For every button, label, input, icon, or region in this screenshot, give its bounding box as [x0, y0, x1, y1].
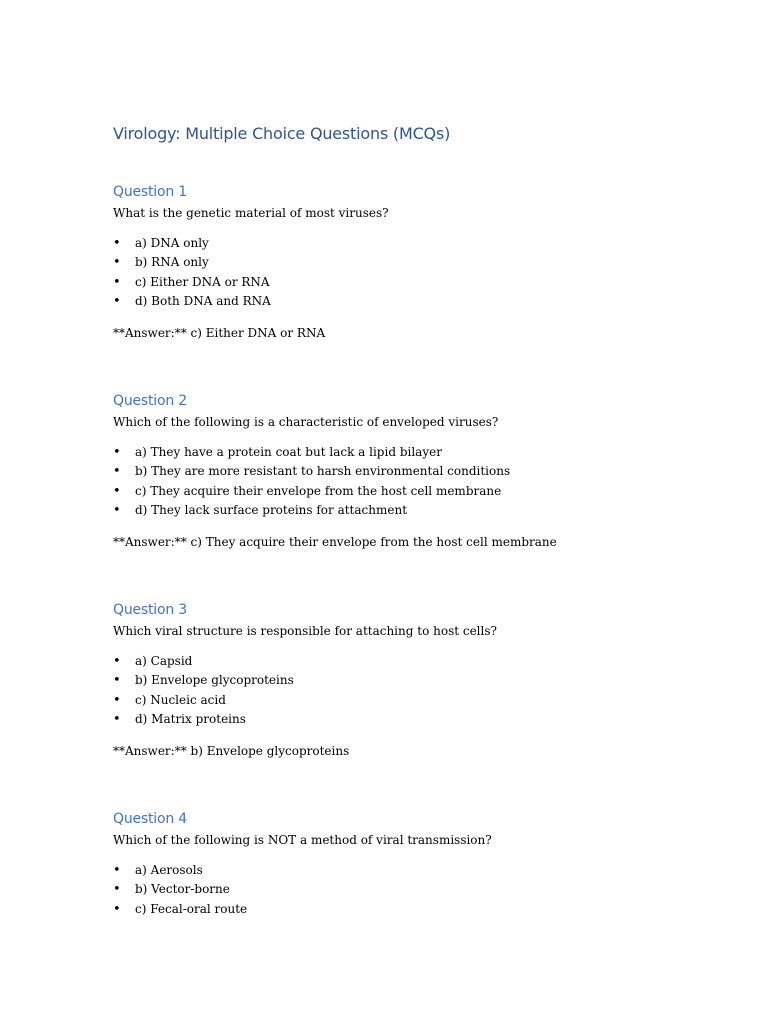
option-label: c) They acquire their envelope from the host cell membrane [135, 483, 502, 498]
option-list [113, 443, 733, 520]
bullet-icon: • [113, 711, 121, 727]
option-label: b) They are more resistant to harsh environmental conditions [135, 464, 511, 479]
option-list [113, 861, 733, 919]
option-label: a) They have a protein coat but lack a lipid bilayer [135, 445, 442, 459]
option-label: b) Envelope glycoproteins [135, 673, 294, 688]
answer-text: **Answer:** b) Envelope glycoproteins [113, 744, 350, 759]
bullet-icon: • [113, 293, 121, 309]
option-label: a) Capsid [135, 654, 193, 668]
option-item [113, 861, 733, 880]
option-item [113, 880, 733, 899]
question-heading: Question 3 [113, 602, 187, 618]
bullet-icon: • [113, 863, 121, 878]
option-item [113, 273, 733, 292]
option-item [113, 443, 733, 462]
option-list [113, 234, 733, 311]
bullet-icon: • [113, 464, 121, 480]
question-heading: Question 1 [113, 184, 187, 200]
bullet-icon: • [113, 255, 121, 271]
option-item [113, 710, 733, 729]
question-1 [113, 181, 733, 343]
bullet-icon: • [113, 654, 121, 669]
option-list [113, 652, 733, 729]
option-item [113, 671, 733, 690]
bullet-icon: • [113, 236, 121, 251]
option-item [113, 900, 733, 919]
question-2 [113, 390, 733, 552]
option-label: c) Nucleic acid [135, 692, 226, 707]
option-item [113, 234, 733, 253]
option-item [113, 462, 733, 481]
option-label: d) They lack surface proteins for attachment [135, 502, 408, 517]
option-item [113, 652, 733, 671]
option-label: c) Either DNA or RNA [135, 274, 270, 289]
option-label: a) DNA only [135, 236, 209, 250]
document-title: Virology: Multiple Choice Questions (MCQs) [113, 124, 451, 143]
bullet-icon: • [113, 673, 121, 689]
question-text: What is the genetic material of most viruses? [113, 206, 389, 220]
option-item [113, 501, 733, 520]
option-label: b) Vector-borne [135, 882, 230, 897]
option-item [113, 292, 733, 311]
question-3 [113, 599, 733, 761]
option-item [113, 253, 733, 272]
bullet-icon: • [113, 882, 121, 898]
option-item [113, 691, 733, 710]
question-text: Which of the following is a characteristic of enveloped viruses? [113, 415, 499, 429]
bullet-icon: • [113, 901, 121, 917]
option-label: c) Fecal-oral route [135, 901, 248, 916]
option-label: d) Matrix proteins [135, 711, 246, 726]
question-heading: Question 4 [113, 811, 187, 827]
bullet-icon: • [113, 502, 121, 518]
question-text: Which viral structure is responsible for attaching to host cells? [113, 624, 497, 638]
bullet-icon: • [113, 274, 121, 290]
question-text: Which of the following is NOT a method of viral transmission? [113, 833, 492, 847]
bullet-icon: • [113, 483, 121, 499]
question-4 [113, 808, 733, 919]
answer-text: **Answer:** c) Either DNA or RNA [113, 326, 326, 341]
option-label: d) Both DNA and RNA [135, 293, 271, 308]
option-label: a) Aerosols [135, 863, 203, 877]
option-label: b) RNA only [135, 255, 209, 270]
bullet-icon: • [113, 445, 121, 460]
answer-text: **Answer:** c) They acquire their envelope from the host cell membrane [113, 535, 557, 550]
question-heading: Question 2 [113, 393, 187, 409]
option-item [113, 482, 733, 501]
bullet-icon: • [113, 692, 121, 708]
